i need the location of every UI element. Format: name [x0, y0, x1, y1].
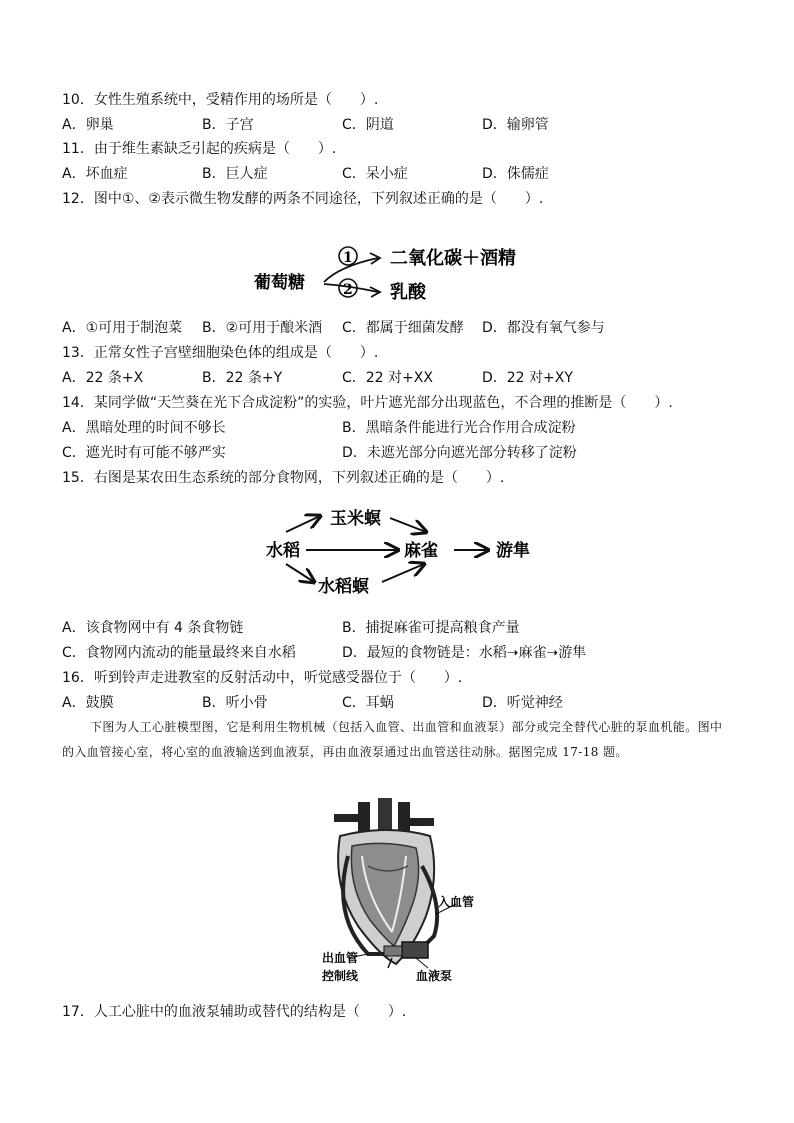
option-d: D．22 对+XY	[482, 370, 573, 386]
fermentation-diagram	[250, 238, 550, 304]
option-a: A．①可用于制泡菜	[62, 320, 183, 336]
option-a: A．22 条+X	[62, 370, 144, 386]
option-a: A．该食物网中有 4 条食物链	[62, 620, 244, 636]
question-17-stem: 17．人工心脏中的血液泵辅助或替代的结构是（ ）.	[62, 1004, 407, 1020]
option-b: B．巨人症	[202, 166, 268, 182]
option-d: D．输卵管	[482, 117, 549, 133]
path2-marker-digit: 2	[343, 282, 353, 298]
option-d: D．最短的食物链是：水稻➝麻雀➝游隼	[342, 645, 587, 661]
path1-product: 二氧化碳＋酒精	[390, 248, 516, 269]
option-a: A．坏血症	[62, 166, 128, 182]
question-15-stem: 15．右图是某农田生态系统的部分食物网，下列叙述正确的是（ ）.	[62, 470, 505, 486]
option-c: C．22 对+XX	[342, 370, 433, 386]
question-11-stem: 11．由于维生素缺乏引起的疾病是（ ）.	[62, 141, 337, 157]
path1-marker-digit: 1	[343, 250, 353, 266]
vessel-branch-right	[406, 818, 434, 826]
vessel-aorta	[378, 798, 392, 832]
option-c: C．食物网内流动的能量最终来自水稻	[62, 645, 296, 661]
reading-passage: 下图为人工心脏模型图，它是利用生物机械（包括入血管、出血管和血液泵）部分或完全替代心脏的泵血机能。图中的入血管接心室，将心室的血液输送到血液泵，再由血液泵通过出血管送往动脉。据图完成 17-18 题。	[62, 720, 723, 759]
option-d: D．侏儒症	[482, 166, 549, 182]
option-b: B．②可用于酿米酒	[202, 320, 323, 336]
option-c: C．都属于细菌发酵	[342, 320, 464, 336]
option-b: B．22 条+Y	[202, 370, 283, 386]
label-pump: 血液泵	[416, 969, 453, 983]
artificial-heart-figure	[318, 796, 488, 986]
option-c: C．阴道	[342, 117, 394, 133]
node-falcon: 游隼	[496, 541, 530, 561]
path2-product: 乳酸	[390, 282, 426, 303]
arrow-rice-borer-to-sparrow	[382, 564, 424, 582]
node-rice-borer: 水稻螟	[318, 577, 369, 597]
vessel-right	[398, 802, 410, 832]
option-c: C．遮光时有可能不够严实	[62, 445, 226, 461]
blood-pump	[402, 942, 428, 958]
node-rice: 水稻	[266, 541, 300, 561]
option-d: D．未遮光部分向遮光部分转移了淀粉	[342, 445, 577, 461]
label-inflow: 入血管	[438, 895, 475, 909]
option-c: C．耳蜗	[342, 695, 394, 711]
node-corn-borer: 玉米螟	[330, 509, 381, 529]
option-c: C．呆小症	[342, 166, 408, 182]
label-outflow: 出血管	[322, 951, 359, 965]
arrow-rice-to-corn-borer	[286, 516, 320, 532]
option-b: B．捕捉麻雀可提高粮食产量	[342, 620, 520, 636]
option-a: A．黑暗处理的时间不够长	[62, 420, 226, 436]
question-12-stem: 12．图中①、②表示微生物发酵的两条不同途径，下列叙述正确的是（ ）.	[62, 191, 544, 207]
node-sparrow: 麻雀	[404, 541, 438, 561]
option-b: B．子宫	[202, 117, 254, 133]
food-web-diagram	[258, 502, 548, 606]
option-d: D．都没有氧气参与	[482, 320, 605, 336]
option-b: B．黑暗条件能进行光合作用合成淀粉	[342, 420, 576, 436]
question-13-stem: 13．正常女性子宫壁细胞染色体的组成是（ ）.	[62, 345, 379, 361]
question-14-stem: 14．某同学做“天竺葵在光下合成淀粉”的实验，叶片遮光部分出现蓝色，不合理的推断是（ ）.	[62, 395, 673, 411]
option-a: A．鼓膜	[62, 695, 114, 711]
label-control-line: 控制线	[322, 969, 359, 983]
glucose-label: 葡萄糖	[254, 273, 305, 293]
arrow-corn-borer-to-sparrow	[390, 518, 426, 532]
option-a: A．卵巢	[62, 117, 114, 133]
option-b: B．听小骨	[202, 695, 268, 711]
vessel-branch-left	[334, 814, 362, 822]
arrow-rice-to-rice-borer	[286, 564, 314, 582]
option-d: D．听觉神经	[482, 695, 563, 711]
question-10-stem: 10．女性生殖系统中，受精作用的场所是（ ）.	[62, 92, 379, 108]
question-16-stem: 16．听到铃声走进教室的反射活动中，听觉感受器位于（ ）.	[62, 670, 463, 686]
